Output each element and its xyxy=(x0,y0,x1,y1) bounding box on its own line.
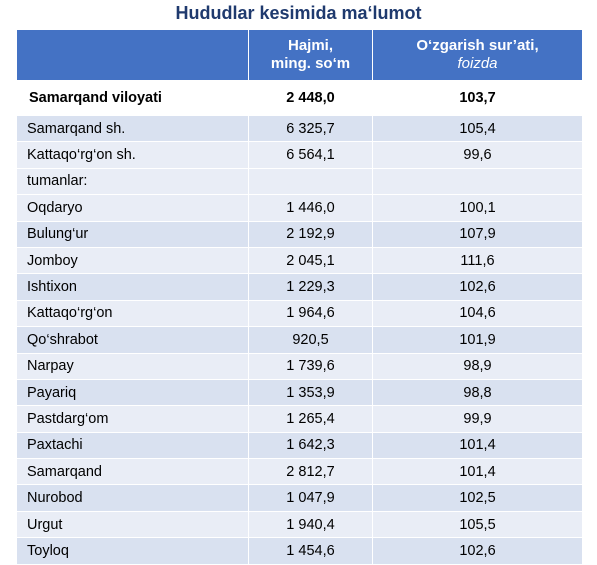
table-row xyxy=(17,300,583,326)
rate-value: 102,6 xyxy=(373,274,583,300)
table-row xyxy=(17,353,583,379)
rate-value: 103,7 xyxy=(373,81,583,116)
volume-value: 2 192,9 xyxy=(249,221,373,247)
rate-value: 102,5 xyxy=(373,485,583,511)
region-name: Samarqand viloyati xyxy=(17,81,249,116)
region-name: Toyloq xyxy=(17,538,249,564)
header-region xyxy=(17,30,249,81)
table-row-total xyxy=(17,81,583,116)
volume-value: 2 812,7 xyxy=(249,459,373,485)
region-name: Kattaqo‘rg‘on sh. xyxy=(17,142,249,168)
volume-value: 920,5 xyxy=(249,327,373,353)
volume-value: 1 739,6 xyxy=(249,353,373,379)
region-name: Jomboy xyxy=(17,247,249,273)
region-name: Narpay xyxy=(17,353,249,379)
rate-value: 105,4 xyxy=(373,116,583,142)
regional-data-table xyxy=(16,30,583,565)
volume-value: 2 448,0 xyxy=(249,81,373,116)
table-row xyxy=(17,221,583,247)
table-row xyxy=(17,195,583,221)
table-row xyxy=(17,432,583,458)
rate-value: 105,5 xyxy=(373,511,583,537)
header-volume-line1: Hajmi, xyxy=(287,37,333,54)
region-name: Qo‘shrabot xyxy=(17,327,249,353)
rate-value: 104,6 xyxy=(373,300,583,326)
region-name: Kattaqo‘rg‘on xyxy=(17,300,249,326)
region-name: Urgut xyxy=(17,511,249,537)
rate-value: 99,9 xyxy=(373,406,583,432)
table-row xyxy=(17,116,583,142)
rate-value: 101,4 xyxy=(373,459,583,485)
volume-value: 1 047,9 xyxy=(249,485,373,511)
volume-value: 1 446,0 xyxy=(249,195,373,221)
table-row xyxy=(17,511,583,537)
rate-value: 100,1 xyxy=(373,195,583,221)
region-name: Oqdaryo xyxy=(17,195,249,221)
table-row xyxy=(17,327,583,353)
region-name: Samarqand sh. xyxy=(17,116,249,142)
table-row xyxy=(17,274,583,300)
region-name: tumanlar: xyxy=(17,168,249,194)
rate-value: 107,9 xyxy=(373,221,583,247)
table-row xyxy=(17,538,583,564)
table-row xyxy=(17,247,583,273)
region-name: Samarqand xyxy=(17,459,249,485)
rate-value: 99,6 xyxy=(373,142,583,168)
rate-value: 98,9 xyxy=(373,353,583,379)
volume-value: 1 454,6 xyxy=(249,538,373,564)
rate-value: 102,6 xyxy=(373,538,583,564)
header-rate-line1: O‘zgarish sur’ati, xyxy=(416,37,539,54)
volume-value: 1 229,3 xyxy=(249,274,373,300)
region-name: Bulung‘ur xyxy=(17,221,249,247)
volume-value: 1 265,4 xyxy=(249,406,373,432)
table-row xyxy=(17,168,583,194)
rate-value xyxy=(373,168,583,194)
table-row xyxy=(17,485,583,511)
region-name: Nurobod xyxy=(17,485,249,511)
region-name: Paxtachi xyxy=(17,432,249,458)
page-title: Hududlar kesimida ma‘lumot xyxy=(175,3,422,23)
header-volume xyxy=(249,30,373,81)
rate-value: 101,9 xyxy=(373,327,583,353)
region-name: Payariq xyxy=(17,379,249,405)
table-header-row xyxy=(17,30,583,81)
header-volume-line2: ming. so‘m xyxy=(270,55,351,72)
rate-value: 101,4 xyxy=(373,432,583,458)
region-name: Pastdarg‘om xyxy=(17,406,249,432)
volume-value: 2 045,1 xyxy=(249,247,373,273)
volume-value: 1 642,3 xyxy=(249,432,373,458)
table-row xyxy=(17,406,583,432)
header-rate-line2: foizda xyxy=(457,55,498,72)
region-name: Ishtixon xyxy=(17,274,249,300)
header-change-rate xyxy=(373,30,583,81)
table-row xyxy=(17,379,583,405)
rate-value: 98,8 xyxy=(373,379,583,405)
table-row xyxy=(17,459,583,485)
volume-value: 1 353,9 xyxy=(249,379,373,405)
rate-value: 111,6 xyxy=(373,247,583,273)
volume-value xyxy=(249,168,373,194)
volume-value: 1 964,6 xyxy=(249,300,373,326)
table-row xyxy=(17,142,583,168)
volume-value: 6 325,7 xyxy=(249,116,373,142)
volume-value: 1 940,4 xyxy=(249,511,373,537)
volume-value: 6 564,1 xyxy=(249,142,373,168)
